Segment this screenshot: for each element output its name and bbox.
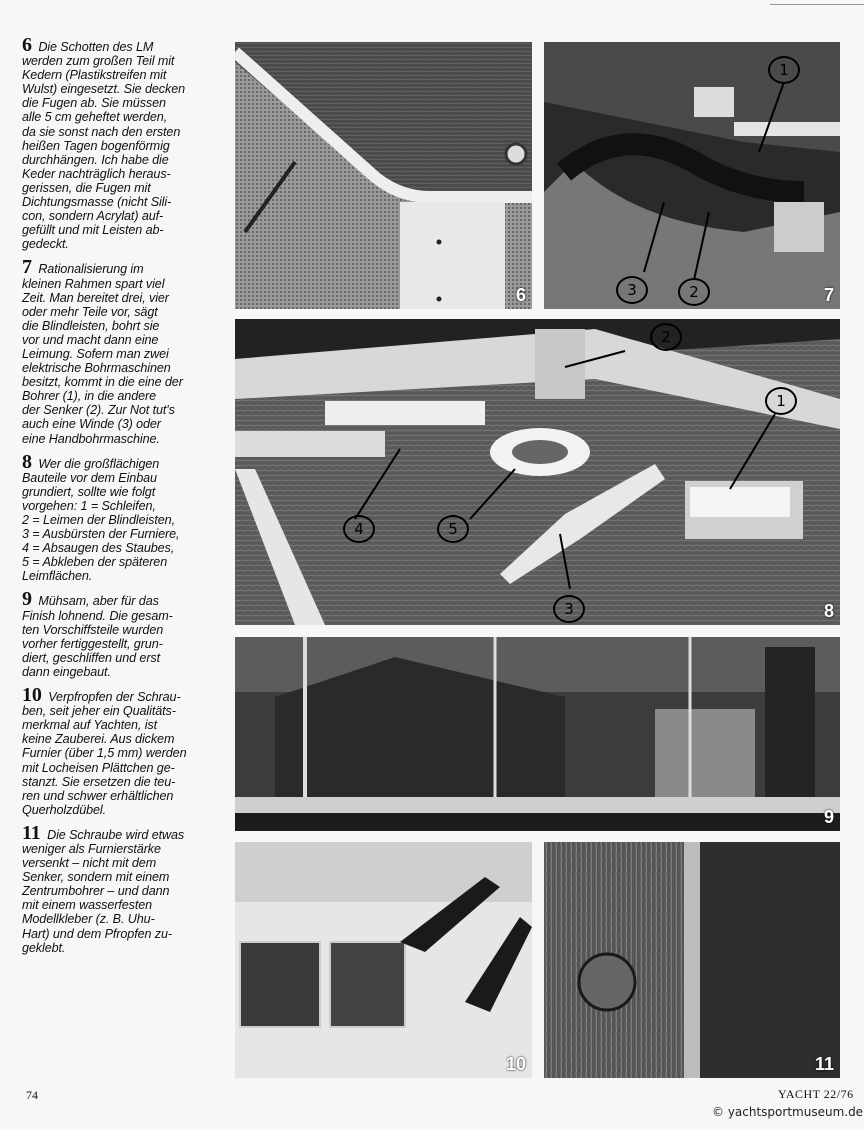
paragraph-6 [22, 34, 225, 252]
photo-11-plugged-screw [544, 842, 840, 1078]
text-line: dann eingebaut. [22, 664, 111, 679]
text-line: die Blindleisten, bohrt sie [22, 318, 160, 333]
text-line: 3 = Ausbürsten der Furniere, [22, 527, 180, 542]
text-line: 5 = Abkleben der späteren [22, 555, 168, 570]
text-line: die Fugen ab. Sie müssen [22, 96, 166, 111]
text-line: kleinen Rahmen spart viel [22, 276, 165, 291]
callout-3: 3 [553, 595, 585, 623]
paragraph-10 [22, 684, 225, 817]
paragraph-7 [22, 256, 225, 446]
text-line: Mühsam, aber für das [38, 594, 159, 609]
photo-8-tools-on-plank [235, 319, 840, 625]
text-line: ren und schwer erhältlichen [22, 788, 174, 803]
text-line: Wer die großflächigen [38, 456, 160, 471]
text-line: werden zum großen Teil mit [22, 54, 175, 69]
text-line: ten Vorschiffsteile wurden [22, 622, 164, 637]
photo-label: 7 [823, 285, 834, 305]
text-line: diert, geschliffen und erst [22, 650, 161, 665]
photo-10-plugs [235, 842, 532, 1078]
text-line: der Senker (2). Zur Not tut's [22, 403, 175, 418]
text-line: gerissen, die Fugen mit [22, 180, 151, 195]
callout-2: 2 [678, 278, 710, 306]
text-line: Senker, sondern mit einem [22, 870, 170, 885]
text-line: Leimflächen. [22, 569, 93, 584]
callout-2: 2 [650, 323, 682, 351]
text-line: mit einem wasserfesten [22, 898, 153, 913]
text-line: gefüllt und mit Leisten ab- [22, 223, 164, 238]
photo-label: 11 [814, 1054, 834, 1074]
text-line: con, sondern Acrylat) auf- [22, 209, 164, 224]
text-line: vorgehen: 1 = Schleifen, [22, 498, 156, 513]
photo-label: 10 [505, 1054, 526, 1074]
text-line: heißen Tagen bogenförmig [22, 138, 170, 153]
paragraph-number: 11 [22, 821, 41, 844]
photo-label: 6 [515, 285, 526, 305]
callout-1: 1 [765, 387, 797, 415]
text-line: auch eine Winde (3) oder [22, 417, 161, 432]
text-line: Die Schraube wird etwas [47, 827, 185, 842]
callout-5: 5 [437, 515, 469, 543]
paragraph-number: 9 [22, 588, 32, 611]
text-line: besitzt, kommt in die eine der [22, 375, 183, 390]
text-line: Modellkleber (z. B. Uhu- [22, 912, 155, 927]
text-line: elektrische Bohrmaschinen [22, 361, 171, 376]
text-line: vor und macht dann eine [22, 332, 159, 347]
text-line: 4 = Absaugen des Staubes, [22, 541, 175, 556]
page-number: 74 [26, 1088, 38, 1102]
photo-7-drills [544, 42, 840, 309]
text-line: durchhängen. Ich habe die [22, 152, 169, 167]
text-line: ben, seit jeher ein Qualitäts- [22, 704, 176, 719]
magazine-issue: YACHT 22/76 [778, 1087, 854, 1101]
text-line: Die Schotten des LM [38, 40, 154, 54]
text-line: Hart) und dem Pfropfen zu- [22, 926, 172, 941]
text-line: Bohrer (1), in die andere [22, 389, 157, 404]
text-column [22, 34, 225, 964]
paragraph-8 [22, 450, 225, 584]
text-line: gedeckt. [22, 237, 69, 252]
text-line: Querholzdübel. [22, 802, 107, 817]
text-line: weniger als Furnierstärke [22, 841, 161, 856]
text-line: Zentrumbohrer – und dann [22, 884, 170, 899]
text-line: Leimung. Sofern man zwei [22, 346, 169, 361]
text-line: eine Handbohrmaschine. [22, 431, 160, 446]
text-line: Keder nachträglich heraus- [22, 166, 171, 181]
photo-6-bulkhead [235, 42, 532, 309]
text-line: Dichtungsmasse (nicht Sili- [22, 195, 172, 210]
text-line: Wulst) eingesetzt. Sie decken [22, 82, 185, 97]
text-line: mit Locheisen Plättchen ge- [22, 760, 175, 775]
text-line: Zeit. Man bereitet drei, vier [22, 290, 169, 305]
text-line: Bauteile vor dem Einbau [22, 470, 157, 485]
text-line: Rationalisierung im [38, 262, 144, 277]
text-line: Finish lohnend. Die gesam- [22, 608, 173, 623]
text-line: geklebt. [22, 940, 66, 955]
text-line: Kedern (Plastikstreifen mit [22, 68, 167, 83]
text-line: grundiert, sollte wie folgt [22, 484, 156, 499]
paragraph-number: 10 [22, 684, 42, 707]
text-line: stanzt. Sie ersetzen die teu- [22, 774, 176, 789]
callout-3: 3 [616, 276, 648, 304]
paragraph-number: 7 [22, 256, 32, 279]
callout-1: 1 [768, 56, 800, 84]
paragraph-9 [22, 588, 225, 679]
paragraph-number: 8 [22, 450, 32, 473]
text-line: Verpfropfen der Schrau- [48, 690, 181, 705]
text-line: versenkt – nicht mit dem [22, 856, 157, 871]
paragraph-number: 6 [22, 34, 32, 56]
watermark: © yachtsportmuseum.de [712, 1105, 864, 1119]
text-line: oder mehr Teile vor, sägt [22, 304, 158, 319]
text-line: alle 5 cm geheftet werden, [22, 110, 168, 125]
callout-4: 4 [343, 515, 375, 543]
text-line: Furnier (über 1,5 mm) werden [22, 746, 187, 761]
text-line: vorher fertiggestellt, grun- [22, 636, 163, 651]
text-line: 2 = Leimen der Blindleisten, [22, 513, 175, 527]
text-line: merkmal auf Yachten, ist [22, 718, 158, 733]
text-line: keine Zauberei. Aus dickem [22, 732, 175, 747]
paragraph-11 [22, 821, 225, 955]
top-rule [770, 4, 864, 5]
photo-9-forward-parts [235, 637, 840, 831]
text-line: da sie sonst nach den ersten [22, 124, 181, 139]
photo-label: 9 [823, 807, 834, 827]
photo-label: 8 [823, 601, 834, 621]
